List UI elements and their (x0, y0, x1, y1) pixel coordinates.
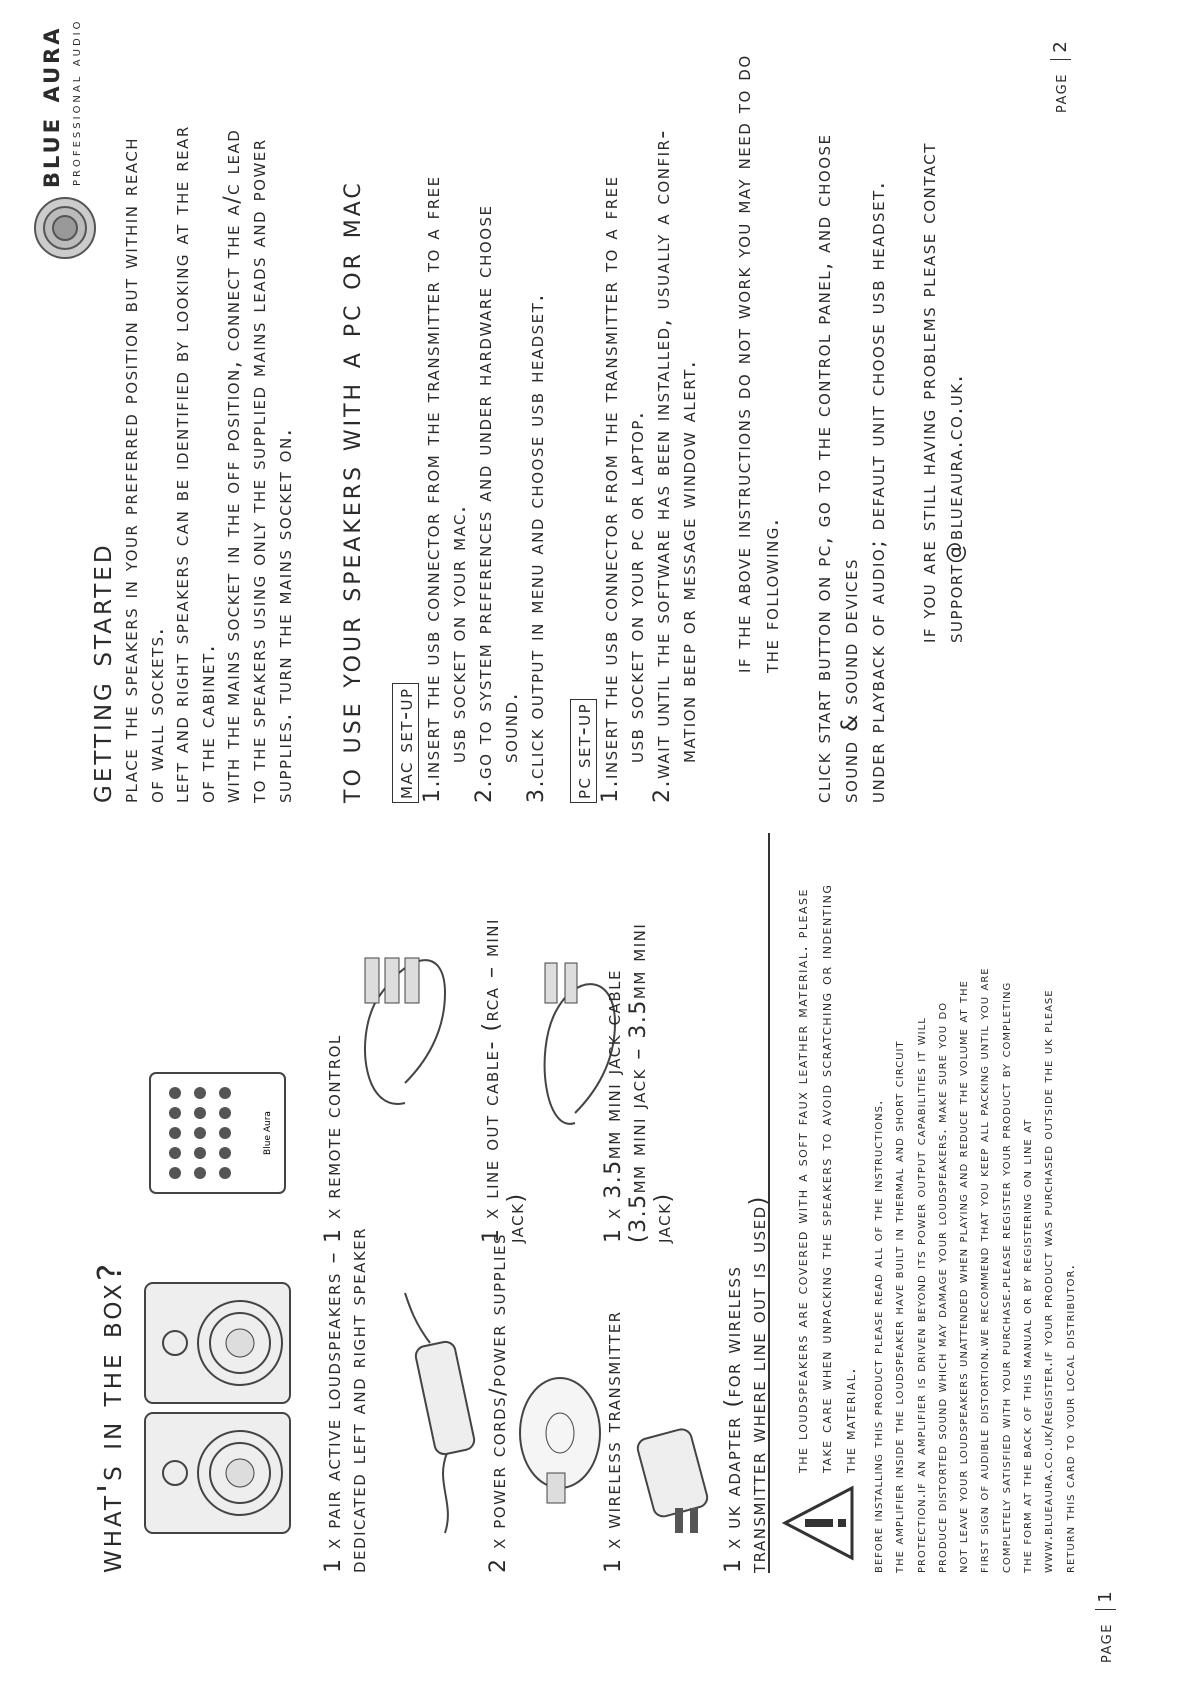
uk-adapter-image (625, 1413, 715, 1543)
fine-print-line: the form at the back of this manual or by registering on line at (1019, 1118, 1036, 1573)
divider (768, 833, 770, 1573)
mac-step: sound. (498, 691, 523, 763)
power-supply-image (375, 1283, 485, 1543)
warning-icon (780, 1483, 860, 1563)
brand-logo-icon (30, 193, 100, 263)
fine-print-line: the amplifier inside the loudspeaker have built in thermal and short circuit (891, 1040, 908, 1573)
pc-setup-label: pc set-up (570, 699, 598, 803)
fine-print-line: www.blueaura.co.uk/register.if your product was purchased outside the uk please (1040, 989, 1057, 1573)
fine-print-line: before installing this product please read all of the instructions. (870, 1099, 886, 1573)
pc-step: usb socket on your pc or laptop. (624, 410, 649, 763)
speakers-image (140, 1278, 295, 1538)
fine-print-line: not leave your loudspeakers unattended when playing and reduce the volume at the (955, 980, 972, 1573)
item-speakers-1: 1 x pair active loudspeakers – (321, 1251, 346, 1573)
page-label: page (1095, 1623, 1116, 1663)
getting-started-title: getting started (80, 542, 119, 803)
item-line-out-1: 1 x line out cable- (rca – mini (479, 918, 504, 1243)
gs-line: place the speakers in your preferred position but within reach (118, 136, 143, 803)
pc-step: 2.wait until the software has been installed, usually a confir- (650, 129, 675, 803)
gs-line: left and right speakers can be identified by looking at the rear (169, 125, 195, 803)
mac-step: 1.insert the usb connector from the transmitter to a free (420, 175, 445, 803)
item-uk-adapter-2: transmitter where line out is used) (746, 1195, 771, 1573)
page-label: page (1050, 73, 1071, 113)
page-number: 1 (1095, 1589, 1116, 1603)
pc-instruction: under playback of audio; default unit choose usb headset. (865, 180, 890, 803)
item-jack-1: 1 x 3.5mm mini jack cable (601, 969, 626, 1243)
page-number: 2 (1050, 39, 1071, 53)
warning-line-1: the loudspeakers are covered with a soft faux leather material. please (792, 888, 811, 1473)
transmitter-image (505, 1343, 605, 1543)
pc-step: 1.insert the usb connector from the transmitter to a free (598, 175, 623, 803)
page-number-right (1050, 40, 1071, 113)
gs-line: with the mains socket in the off position, connect the a/c lead (220, 128, 246, 803)
mac-step: 2.go to system preferences and under hardware choose (472, 204, 497, 803)
box-title: what's in the box? (90, 1260, 129, 1573)
fine-print-line: protection.if an amplifier is driven beyond its power output capabilities it will (912, 1017, 929, 1573)
remote-label: Blue Aura (263, 1111, 273, 1155)
fine-print-line: produce distorted sound which may damage your loudspeakers. make sure you do (933, 1001, 950, 1573)
pc-instruction: sound & sound devices (838, 558, 863, 803)
item-power: 2 x power cords/power supplies (486, 1233, 511, 1573)
item-line-out-2: jack) (504, 1192, 529, 1243)
item-uk-adapter-1: 1 x uk adapter (for wireless (721, 1265, 746, 1573)
item-jack-3: jack) (651, 1192, 676, 1243)
pc-step: mation beep or message window alert. (676, 359, 701, 763)
item-transmitter: 1 x wireless transmitter (601, 1310, 626, 1573)
getting-started-text (118, 125, 297, 803)
item-jack-2: (3.5mm mini jack – 3.5mm mini (626, 922, 651, 1243)
fine-print-line: first sign of audible distortion.we recommend that you keep all packing until you are (976, 967, 993, 1573)
remote-image (140, 1053, 290, 1213)
mac-step: usb socket on your mac. (446, 504, 471, 763)
warning-line-2: take care when unpacking the speakers to avoid scratching or indenting (816, 883, 835, 1473)
mac-setup-label: mac set-up (392, 683, 420, 803)
brand-name: blue aura (32, 25, 67, 188)
brand-tagline: professional audio (68, 18, 84, 186)
item-remote: 1 x remote control (321, 1034, 346, 1243)
gs-line: supplies. turn the mains socket on. (271, 427, 297, 803)
fallback-line-1: if the above instructions do not work you may need to do (731, 54, 756, 673)
pc-instruction: click start button on pc, go to the control panel, and choose (811, 133, 836, 803)
rca-cable-image (345, 933, 465, 1123)
gs-line: of the cabinet. (194, 643, 220, 803)
fine-print-line: return this card to your local distributor. (1061, 1264, 1078, 1573)
gs-line: of wall sockets. (143, 626, 169, 803)
support-email[interactable]: support@blueaura.co.uk. (943, 373, 968, 643)
warning-line-3: the material. (840, 1367, 859, 1473)
support-line-1: if you are still having problems please contact (916, 142, 941, 643)
mac-step: 3.click output in menu and choose usb headset. (524, 293, 549, 803)
item-speakers-2: dedicated left and right speaker (346, 1226, 371, 1573)
page-number-left (1095, 1590, 1116, 1663)
fine-print-line: completely satisfied with your purchase.please register your product by completing (997, 981, 1014, 1573)
fallback-line-2: the following. (759, 517, 784, 673)
use-title: to use your speakers with a pc or mac (332, 180, 368, 803)
gs-line: to the speakers using only the supplied mains leads and power (245, 138, 271, 803)
fine-print (868, 967, 1081, 1573)
